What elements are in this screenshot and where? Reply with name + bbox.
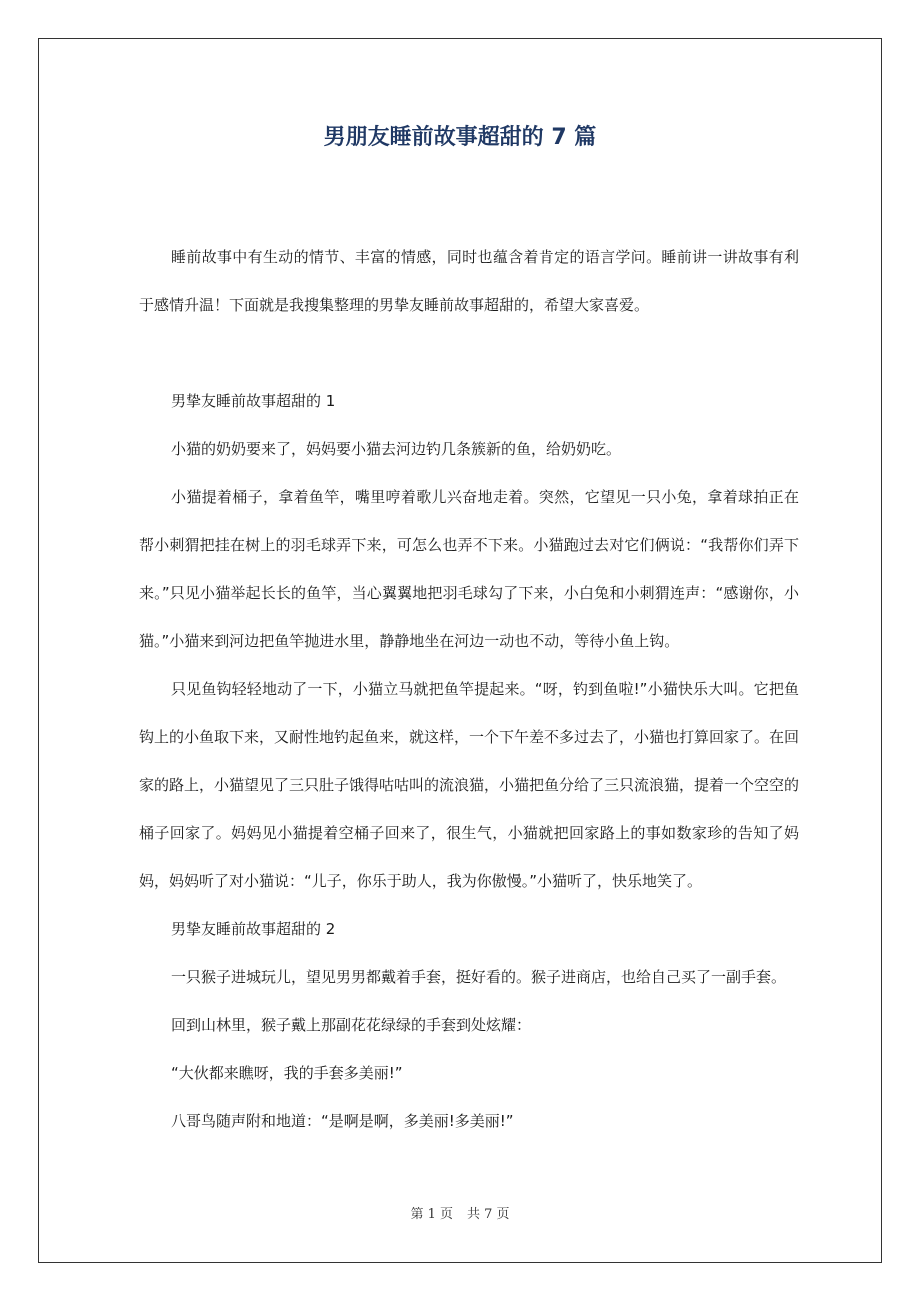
section-heading-1: 男挚友睡前故事超甜的 1	[171, 392, 336, 410]
section-2-paragraph-4: 八哥鸟随声附和地道：“是啊是啊，多美丽!多美丽!”	[171, 1112, 514, 1130]
section-2-paragraph-2: 回到山林里，猴子戴上那副花花绿绿的手套到处炫耀：	[171, 1016, 532, 1034]
page-total: 共 7 页	[467, 1207, 510, 1222]
document-title: 男朋友睡前故事超甜的 7 篇	[323, 125, 597, 150]
section-1-paragraph-1: 小猫的奶奶要来了，妈妈要小猫去河边钓几条簇新的鱼，给奶奶吃。	[171, 440, 622, 458]
document-body	[139, 233, 799, 1145]
section-1-paragraph-3: 只见鱼钩轻轻地动了一下，小猫立马就把鱼竿提起来。“呀，钓到鱼啦!”小猫快乐大叫。它把鱼钩上的小鱼取下来，又耐性地钓起鱼来，就这样，一个下午差不多过去了，小猫也打算回家了。在回家的路上，小猫望见了三只肚子饿得咕咕叫的流浪猫，小猫把鱼分给了三只流浪猫，提着一个空空的桶子回家了。妈妈见小猫提着空桶子回来了，很生气，小猫就把回家路上的事如数家珍的告知了妈妈，妈妈听了对小猫说：“儿子，你乐于助人，我为你傲慢。”小猫听了，快乐地笑了。	[139, 680, 800, 890]
page-number: 第 1 页	[410, 1207, 453, 1222]
section-2-paragraph-3: “大伙都来瞧呀，我的手套多美丽!”	[171, 1064, 403, 1082]
section-1-paragraph-2: 小猫提着桶子，拿着鱼竿，嘴里哼着歌儿兴奋地走着。突然，它望见一只小兔，拿着球拍正在帮小刺猬把挂在树上的羽毛球弄下来，可怎么也弄不下来。小猫跑过去对它们俩说：“我帮你们弄下来。”只见小猫举起长长的鱼竿，当心翼翼地把羽毛球勾了下来，小白兔和小刺猬连声：“感谢你，小猫。”小猫来到河边把鱼竿抛进水里，静静地坐在河边一动也不动，等待小鱼上钩。	[139, 488, 799, 650]
spacer	[139, 329, 799, 377]
section-2-paragraph-1: 一只猴子进城玩儿，望见男男都戴着手套，挺好看的。猴子进商店，也给自己买了一副手套。	[171, 968, 787, 986]
page-footer	[0, 1205, 920, 1225]
intro-paragraph: 睡前故事中有生动的情节、丰富的情感，同时也蕴含着肯定的语言学问。睡前讲一讲故事有利于感情升温！下面就是我搜集整理的男挚友睡前故事超甜的，希望大家喜爱。	[139, 248, 799, 314]
section-heading-2: 男挚友睡前故事超甜的 2	[171, 920, 336, 938]
